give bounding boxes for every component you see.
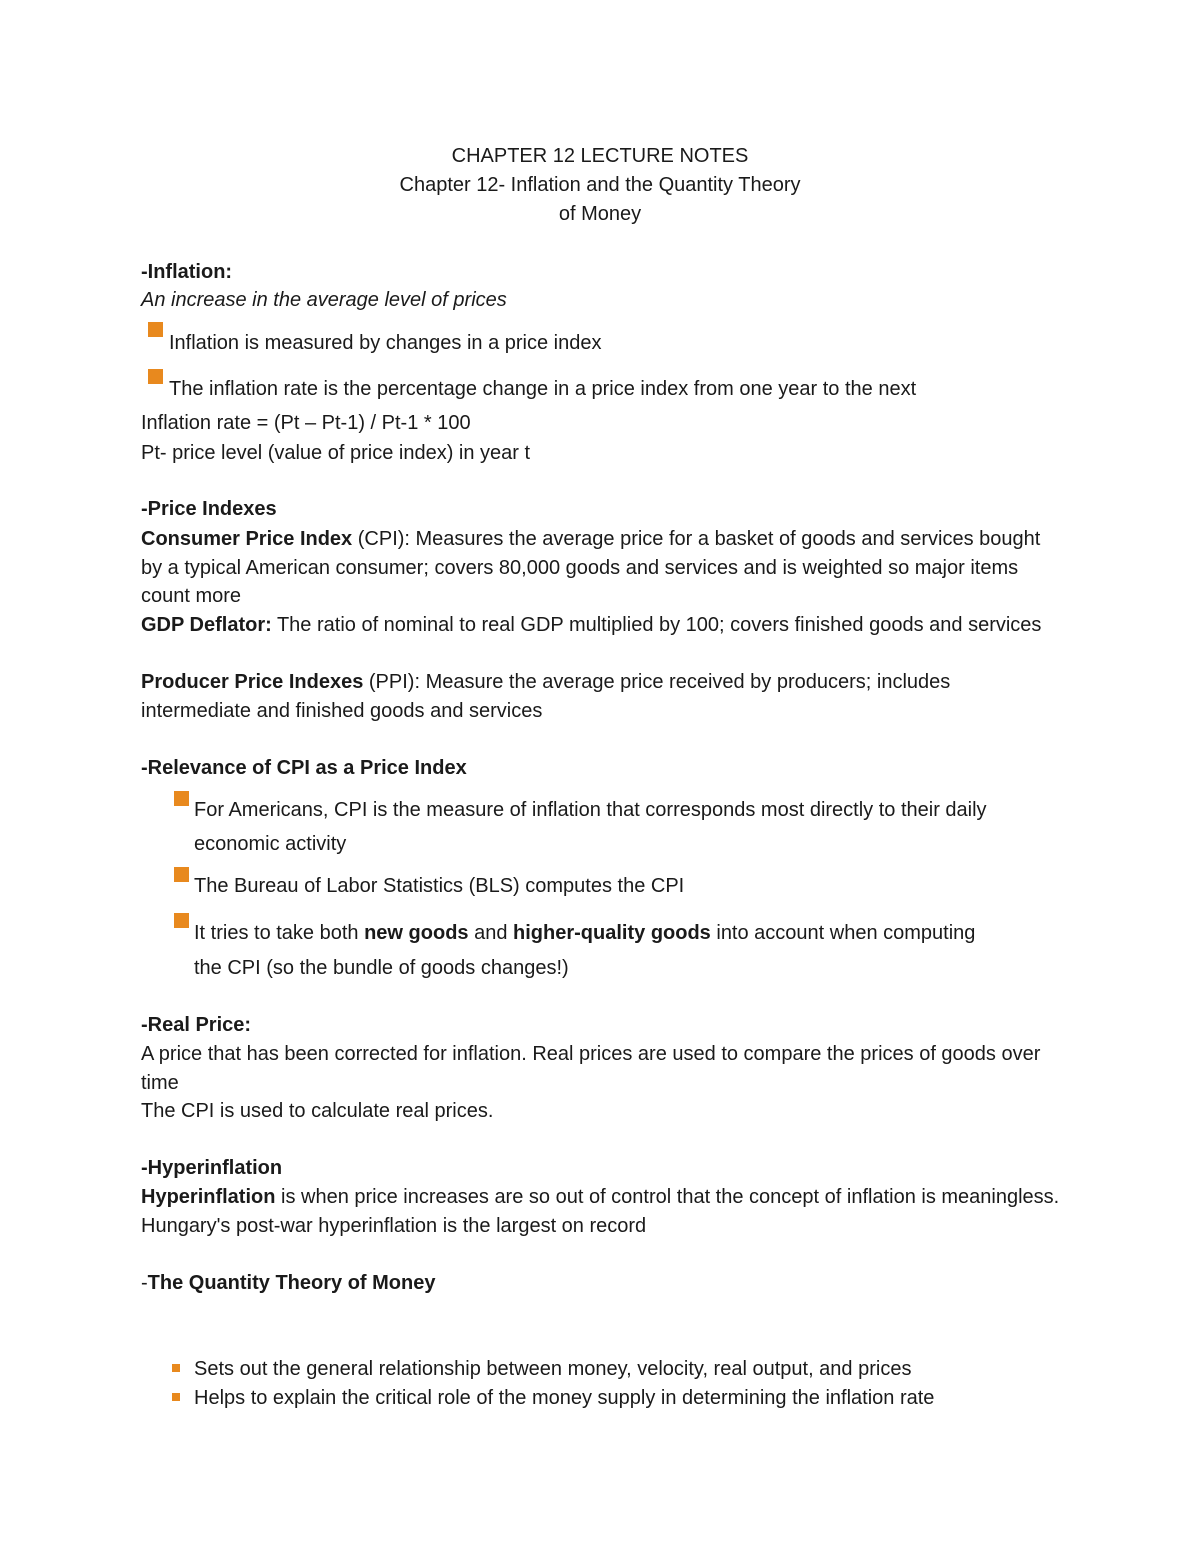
bullet-square-icon (174, 867, 189, 882)
hyperinflation-heading: -Hyperinflation (141, 1157, 283, 1179)
bullet-3-pre: It tries to take both (194, 922, 365, 944)
hyperinflation-text: is when price increases are so out of control that the concept of inflation is meaningless. Hungary's post-war hyperinflation is the largest on record (141, 1186, 1060, 1237)
inflation-heading: -Inflation: (141, 261, 233, 283)
hyperinflation-term: Hyperinflation (141, 1186, 276, 1208)
real-price-text-1: A price that has been corrected for inflation. Real prices are used to compare the prices of goods over time (141, 1043, 1041, 1094)
cpi-term: Consumer Price Index (141, 528, 353, 550)
qtm-heading (141, 1269, 435, 1298)
cpi-abbr: (CPI) (352, 528, 405, 550)
gdp-term: GDP Deflator: (141, 614, 272, 636)
bullet-3-post: into account when computing (710, 922, 976, 944)
gdp-deflator-paragraph (141, 611, 1061, 640)
relevance-heading: -Relevance of CPI as a Price Index (141, 757, 467, 779)
chapter-heading: CHAPTER 12 LECTURE NOTES (451, 145, 749, 167)
bullet-square-icon (174, 913, 189, 928)
bullet-3-higher-quality: higher-quality goods (513, 922, 711, 944)
gdp-text: The ratio of nominal to real GDP multiplied by 100; covers finished goods and services (271, 614, 1042, 636)
bullet-square-icon (148, 322, 163, 337)
relevance-bullet-2: The Bureau of Labor Statistics (BLS) computes the CPI (194, 875, 685, 897)
bullet-square-icon (148, 369, 163, 384)
cpi-text: : Measures the average price for a basket of goods and services bought by a typical American consumer; covers 80,000 goods and services and is weighted so major items count more (141, 528, 1041, 607)
qtm-bullet-1: Sets out the general relationship between money, velocity, real output, and prices (194, 1358, 912, 1380)
real-price-text-2: The CPI is used to calculate real prices. (141, 1100, 494, 1122)
pt-definition: Pt- price level (value of price index) in year t (141, 442, 531, 464)
real-price-heading: -Real Price: (141, 1014, 252, 1036)
ppi-term: Producer Price Indexes (141, 671, 364, 693)
cpi-paragraph (141, 525, 1061, 611)
relevance-bullet-3-line1 (194, 919, 975, 948)
relevance-bullet-1-line2: economic activity (194, 833, 347, 855)
qtm-heading-text: The Quantity Theory of Money (147, 1272, 436, 1294)
chapter-title-cont: of Money (558, 203, 642, 225)
bullet-square-icon (174, 791, 189, 806)
bullet-3-new-goods: new goods (364, 922, 469, 944)
relevance-bullet-1-line1: For Americans, CPI is the measure of inflation that corresponds most directly to their daily (194, 799, 987, 821)
bullet-3-mid: and (468, 922, 514, 944)
inflation-bullet-1: Inflation is measured by changes in a price index (169, 332, 602, 354)
inflation-bullet-2: The inflation rate is the percentage change in a price index from one year to the next (169, 378, 917, 400)
inflation-definition: An increase in the average level of prices (141, 289, 507, 311)
ppi-text: : Measure the average price received by producers; includes intermediate and finished goods and services (141, 671, 951, 722)
chapter-title: Chapter 12- Inflation and the Quantity Theory (399, 174, 801, 196)
qtm-bullet-2: Helps to explain the critical role of the money supply in determining the inflation rate (194, 1387, 935, 1409)
relevance-bullet-3-line2: the CPI (so the bundle of goods changes!) (194, 957, 569, 979)
inflation-formula: Inflation rate = (Pt – Pt-1) / Pt-1 * 100 (141, 412, 471, 434)
ppi-paragraph (141, 668, 1061, 725)
price-indexes-heading: -Price Indexes (141, 498, 277, 520)
hyperinflation-paragraph (141, 1183, 1061, 1240)
ppi-abbr: (PPI) (363, 671, 415, 693)
bullet-square-icon (172, 1364, 180, 1372)
bullet-square-icon (172, 1393, 180, 1401)
qtm-heading-dash: - (141, 1272, 148, 1294)
